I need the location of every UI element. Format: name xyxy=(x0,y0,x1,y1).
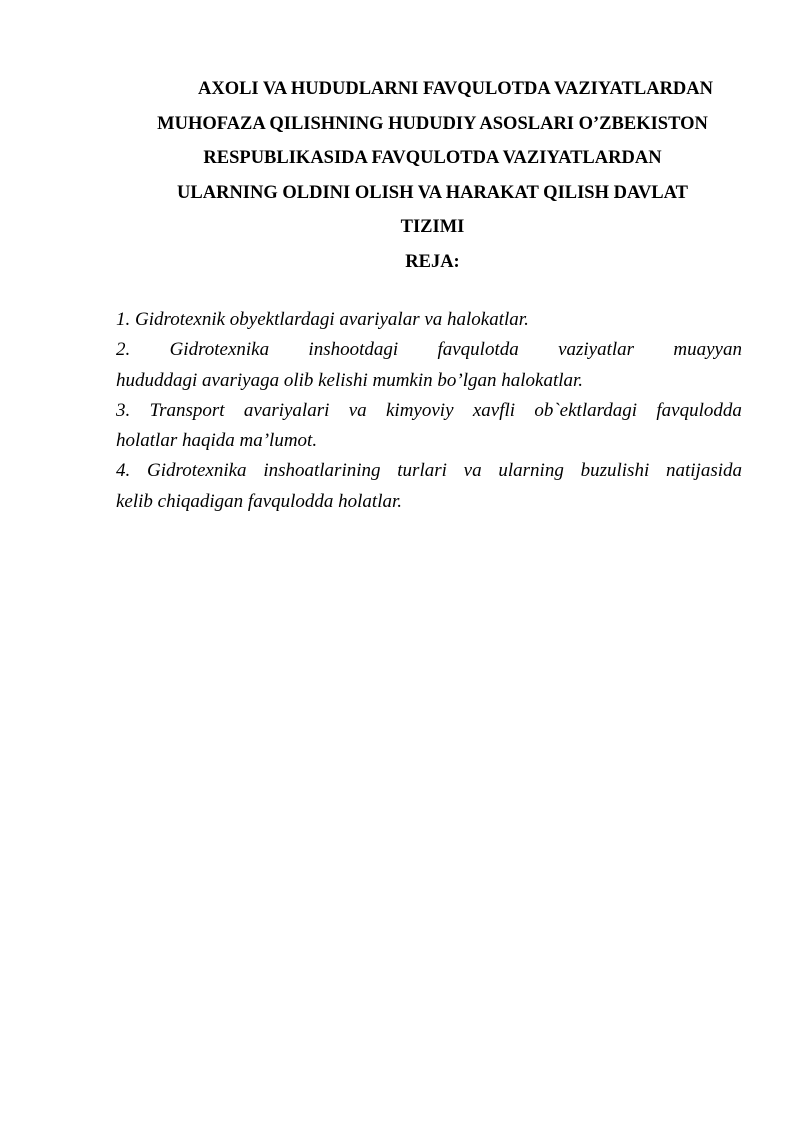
plan-word: muayyan xyxy=(673,339,742,361)
title-line: RESPUBLIKASIDA FAVQULOTDA VAZIYATLARDAN xyxy=(203,148,662,169)
plan-word: ularning xyxy=(498,460,564,482)
plan-item xyxy=(116,305,742,335)
plan-word: kimyoviy xyxy=(385,399,454,421)
plan-word: favqulotda xyxy=(437,339,519,361)
plan-word: Gidrotexnika xyxy=(169,339,270,361)
plan-word: 4. xyxy=(116,460,131,482)
plan-line xyxy=(116,335,742,365)
document-title xyxy=(100,72,765,245)
plan-item xyxy=(116,396,742,457)
plan-word: favqulodda xyxy=(656,399,742,421)
plan-line: hududdagi avariyaga olib kelishi mumkin bo’lgan halokatlar. xyxy=(116,369,584,391)
plan-word: Transport xyxy=(149,399,225,421)
plan-item xyxy=(116,456,742,517)
plan-heading: REJA: xyxy=(405,252,460,272)
plan-line: 1. Gidrotexnik obyektlardagi avariyalar va halokatlar. xyxy=(116,309,529,330)
plan-word: turlari xyxy=(397,460,447,482)
plan-item xyxy=(116,335,742,396)
plan-word: va xyxy=(463,460,482,482)
title-line: MUHOFAZA QILISHNING HUDUDIY ASOSLARI O’ZBEKISTON xyxy=(157,113,708,134)
plan-word: 2. xyxy=(116,339,131,361)
plan-word: natijasida xyxy=(665,460,742,482)
plan-list xyxy=(116,305,742,517)
plan-line: holatlar haqida ma’lumot. xyxy=(116,430,318,452)
plan-word: inshoatlarining xyxy=(263,460,381,482)
plan-line: kelib chiqadigan favqulodda holatlar. xyxy=(116,490,403,512)
title-line: AXOLI VA HUDUDLARNI FAVQULOTDA VAZIYATLARDAN xyxy=(197,79,714,99)
plan-word: buzulishi xyxy=(580,460,650,482)
plan-word: inshootdagi xyxy=(308,339,399,361)
plan-word: ob`ektlardagi xyxy=(534,399,638,421)
plan-word: vaziyatlar xyxy=(558,339,635,361)
plan-word: avariyalari xyxy=(243,399,330,421)
plan-word: Gidrotexnika xyxy=(147,460,247,482)
plan-word: 3. xyxy=(116,399,131,421)
plan-line xyxy=(116,396,742,426)
plan-word: va xyxy=(348,399,367,421)
plan-word: xavfli xyxy=(472,399,516,421)
title-line: ULARNING OLDINI OLISH VA HARAKAT QILISH DAVLAT xyxy=(177,182,688,203)
title-line: TIZIMI xyxy=(400,217,465,238)
plan-line xyxy=(116,456,742,486)
